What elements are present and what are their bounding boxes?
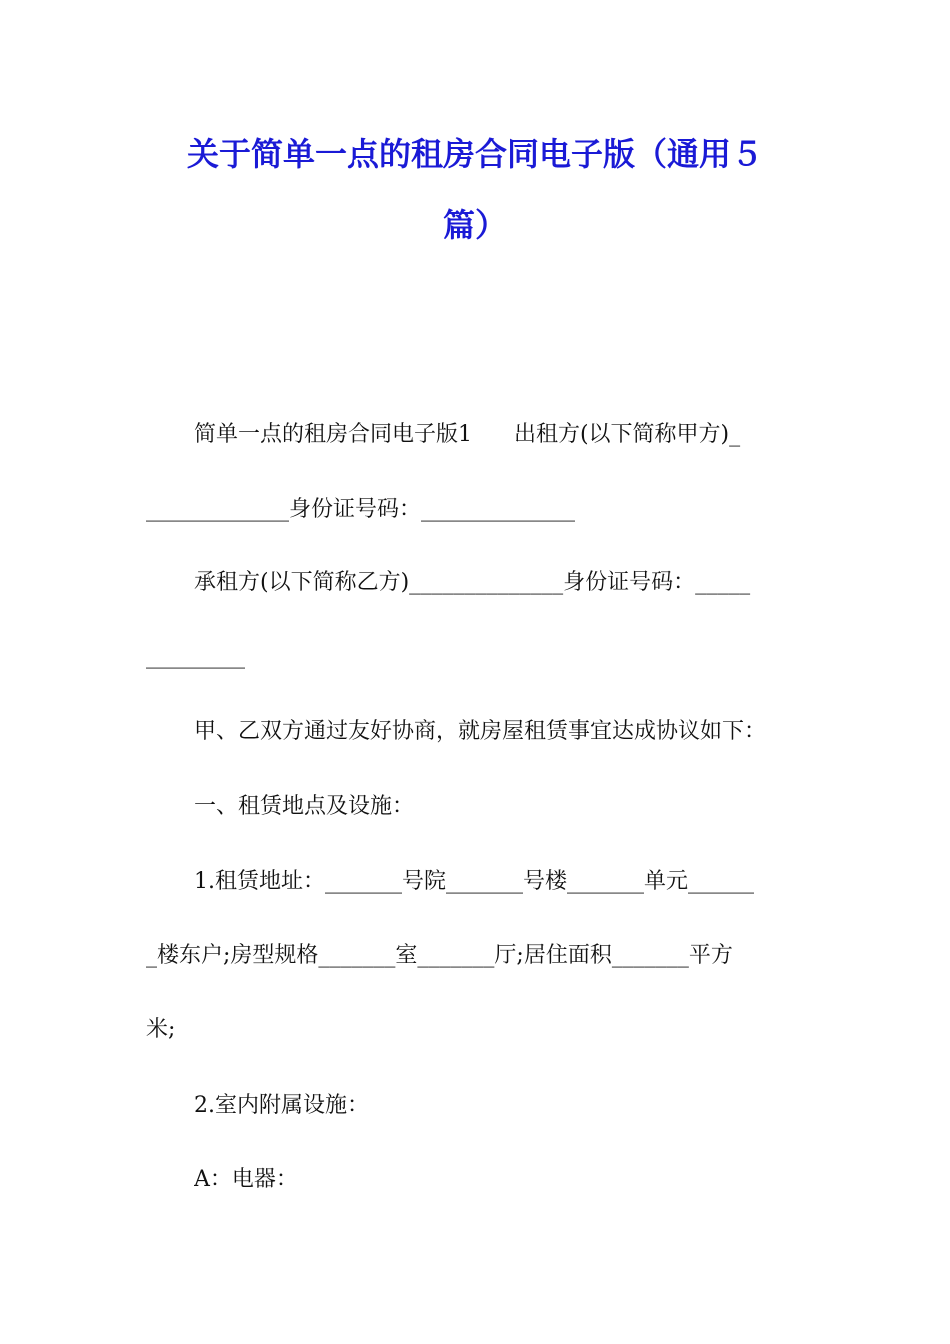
- paragraph-agreement-intro: 甲、乙双方通过友好协商，就房屋租赁事宜达成协议如下：: [194, 719, 767, 744]
- paragraph-lessor-id: _____________身份证号码：______________: [146, 497, 576, 522]
- paragraph-address: 1.租赁地址：_______号院_______号楼_______单元______: [194, 869, 754, 894]
- section-heading-location: 一、租赁地点及设施：: [194, 794, 415, 819]
- document-title-line-2: 篇）: [442, 206, 507, 244]
- paragraph-contract-heading: 简单一点的租房合同电子版1 出租方(以下简称甲方)_: [194, 422, 741, 447]
- paragraph-lessee: 承租方(以下简称乙方)______________身份证号码：_____: [194, 570, 751, 595]
- paragraph-lessee-id-cont: _________: [146, 644, 245, 669]
- paragraph-facilities: 2.室内附属设施：: [194, 1093, 369, 1118]
- paragraph-address-end: 米;: [146, 1017, 176, 1042]
- paragraph-appliances: A：电器：: [194, 1167, 298, 1192]
- document-title-line-1: 关于简单一点的租房合同电子版（通用５: [186, 135, 763, 173]
- paragraph-address-cont: _楼东户;房型规格_______室_______厅;居住面积_______平方: [146, 943, 733, 968]
